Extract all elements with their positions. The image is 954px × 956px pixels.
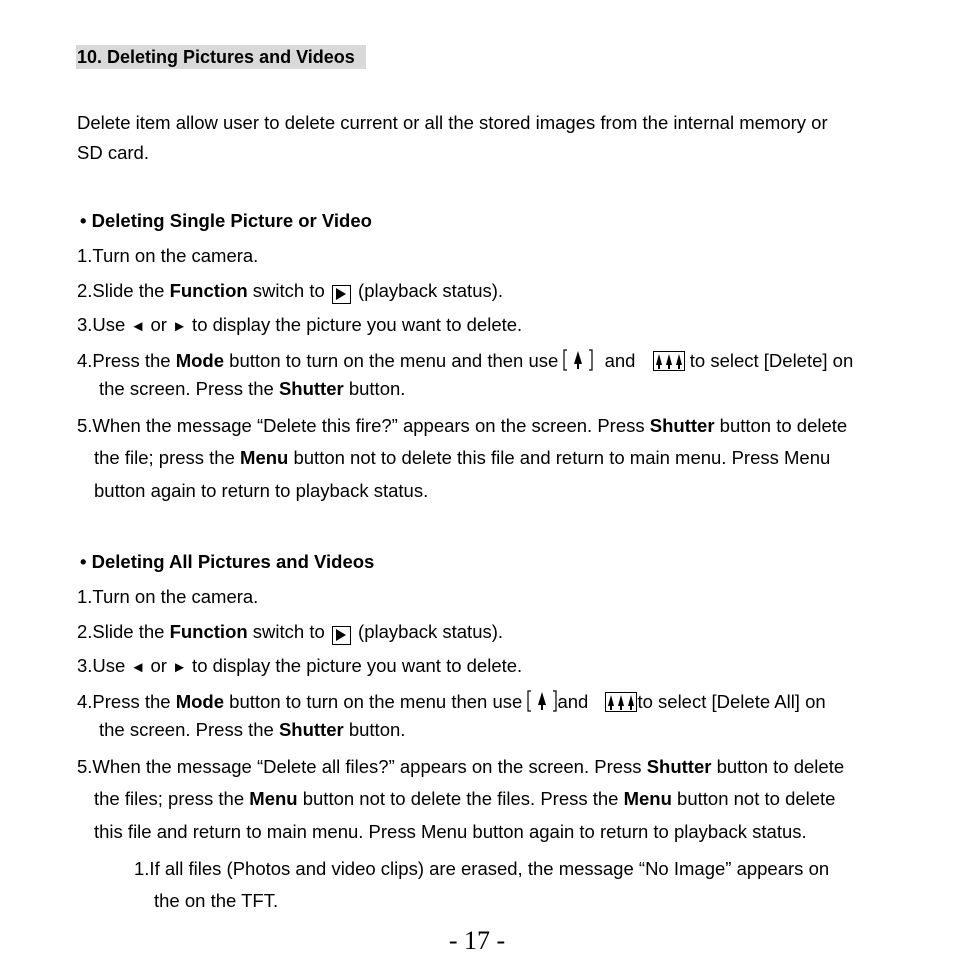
all-section-title: • Deleting All Pictures and Videos — [80, 551, 375, 572]
single-step-2: 2.Slide the Function switch to (playback status). — [77, 280, 503, 304]
play-icon — [332, 626, 351, 645]
single-step-3: 3.Use ◄ or ► to display the picture you want to delete. — [77, 314, 523, 335]
single-step-5: 5.When the message “Delete this fire?” appears on the screen. Press Shutter button to delete — [77, 415, 848, 436]
section-heading: 10. Deleting Pictures and Videos — [76, 45, 366, 69]
all-step-2: 2.Slide the Function switch to (playback status). — [77, 621, 503, 645]
single-section-title: • Deleting Single Picture or Video — [80, 210, 372, 231]
all-step-5: 5.When the message “Delete all files?” appears on the screen. Press Shutter button to delete — [77, 756, 845, 777]
multi-tree-icon — [605, 692, 637, 717]
single-step-5-line-3: button again to return to playback status. — [94, 480, 429, 501]
all-step-1: 1.Turn on the camera. — [77, 586, 259, 607]
left-arrow-icon: ◄ — [130, 659, 146, 676]
single-step-4: 4.Press the Mode button to turn on the menu and then use and to select [Delete] on — [77, 349, 853, 376]
all-step-3: 3.Use ◄ or ► to display the picture you want to delete. — [77, 655, 523, 676]
note-line-2: the on the TFT. — [154, 890, 279, 911]
right-arrow-icon: ► — [172, 318, 187, 335]
left-arrow-icon: ◄ — [130, 318, 146, 335]
page-number: - 17 - — [448, 926, 506, 955]
single-tree-icon — [527, 690, 557, 717]
single-tree-icon — [563, 349, 593, 376]
play-icon — [332, 285, 351, 304]
intro-line-2: SD card. — [77, 142, 149, 163]
single-step-5-line-2: the file; press the Menu button not to delete this file and return to main menu. Press Menu — [94, 447, 831, 468]
single-step-4-cont: the screen. Press the Shutter button. — [99, 378, 406, 399]
all-step-4-cont: the screen. Press the Shutter button. — [99, 719, 406, 740]
note-line-1: 1.If all files (Photos and video clips) are erased, the message “No Image” appears on — [134, 858, 830, 879]
all-step-4: 4.Press the Mode button to turn on the menu then use and to select [Delete All] on — [77, 690, 826, 717]
right-arrow-icon: ► — [172, 659, 187, 676]
all-step-5-line-3: this file and return to main menu. Press Menu button again to return to playback status. — [94, 821, 807, 842]
all-step-5-line-2: the files; press the Menu button not to delete the files. Press the Menu button not to delete — [94, 788, 836, 809]
intro-line-1: Delete item allow user to delete current or all the stored images from the internal memory or — [77, 112, 828, 133]
multi-tree-icon — [653, 351, 685, 376]
single-step-1: 1.Turn on the camera. — [77, 245, 259, 266]
